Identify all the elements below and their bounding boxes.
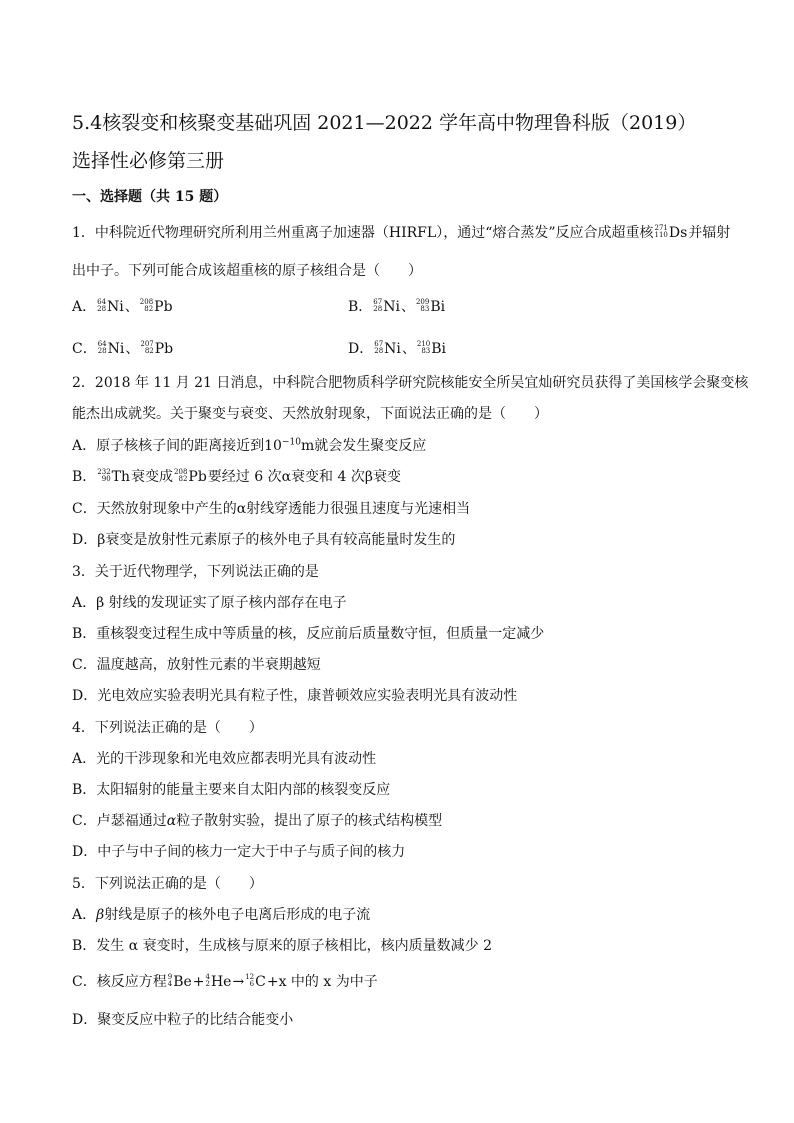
q3-option-c: C．温度越高，放射性元素的半衰期越短 [72,657,321,673]
q5-stem: 5．下列说法正确的是（ ） [72,876,263,892]
q5-option-a: A．β射线是原子的核外电子电离后形成的电子流 [72,907,371,923]
q1-option-c: C． 64 28 Ni、 207 82 Pb [72,340,174,357]
q4-option-b: B．太阳辐射的能量主要来自太阳内部的核裂变反应 [72,782,391,798]
q2-option-d: D．β衰变是放射性元素原子的核外电子具有较高能量时发生的 [72,532,456,548]
q5-option-d: D．聚变反应中粒子的比结合能变小 [72,1012,294,1028]
q5-option-c: C．核反应方程 9 4 Be+ 4 2 He→ 12 6 C+x 中的 x 为中子 [72,973,378,990]
q1-option-d: D． 67 28 Ni、 210 83 Bi [348,340,447,357]
q3-option-d: D．光电效应实验表明光具有粒子性，康普顿效应实验表明光具有波动性 [72,688,518,704]
q1-stem-line-2: 出中子。下列可能合成该超重核的原子核组合是（ ） [72,263,422,279]
q3-option-b: B．重核裂变过程生成中等质量的核，反应前后质量数守恒，但质量一定减少 [72,626,545,642]
document-title [72,104,752,180]
title-line-1: 5.4核裂变和核聚变基础巩固 2021—2022 学年高中物理鲁科版（2019） [72,112,697,134]
nuclide-ds: 271 110 Ds [654,224,688,241]
q2-option-c: C．天然放射现象中产生的α射线穿透能力很强且速度与光速相当 [72,501,471,517]
q1-option-a: A． 64 28 Ni、 208 82 Pb [72,298,173,315]
q2-option-a: A．原子核核子间的距离接近到$10^{-10}m$就会发生聚变反应 [72,437,427,454]
title-line-2: 选择性必修第三册 [72,150,225,172]
q4-option-c: C．卢瑟福通过α粒子散射实验，提出了原子的核式结构模型 [72,813,443,829]
q4-stem: 4．下列说法正确的是（ ） [72,720,263,736]
q3-option-a: A．β 射线的发现证实了原子核内部存在电子 [72,595,347,611]
section-heading: 一、选择题（共 15 题） [72,189,228,205]
q1-stem-line-1: 1．中科院近代物理研究所利用兰州重离子加速器（HIRFL），通过“熔合蒸发”反应合成超重核 271 110 Ds并辐射 [72,224,731,241]
q3-stem: 3．关于近代物理学，下列说法正确的是 [72,564,319,580]
q4-option-d: D．中子与中子间的核力一定大于中子与质子间的核力 [72,844,406,860]
q2-option-b: B． 232 90 Th衰变成 208 82 Pb要经过 6 次α衰变和 4 次β衰变 [72,468,401,485]
q1-option-b: B． 67 28 Ni、 209 83 Bi [348,298,446,315]
q5-option-b: B．发生 α 衰变时，生成核与原来的原子核相比，核内质量数减少 2 [72,938,492,954]
q2-stem-line-1: 2．2018 年 11 月 21 日消息，中科院合肥物质科学研究院核能安全所吴宜灿研究员获得了美国核学会聚变核 [72,375,749,391]
q4-option-a: A．光的干涉现象和光电效应都表明光具有波动性 [72,751,377,767]
q2-stem-line-2: 能杰出成就奖。关于聚变与衰变、天然放射现象，下面说法正确的是（ ） [72,406,548,422]
